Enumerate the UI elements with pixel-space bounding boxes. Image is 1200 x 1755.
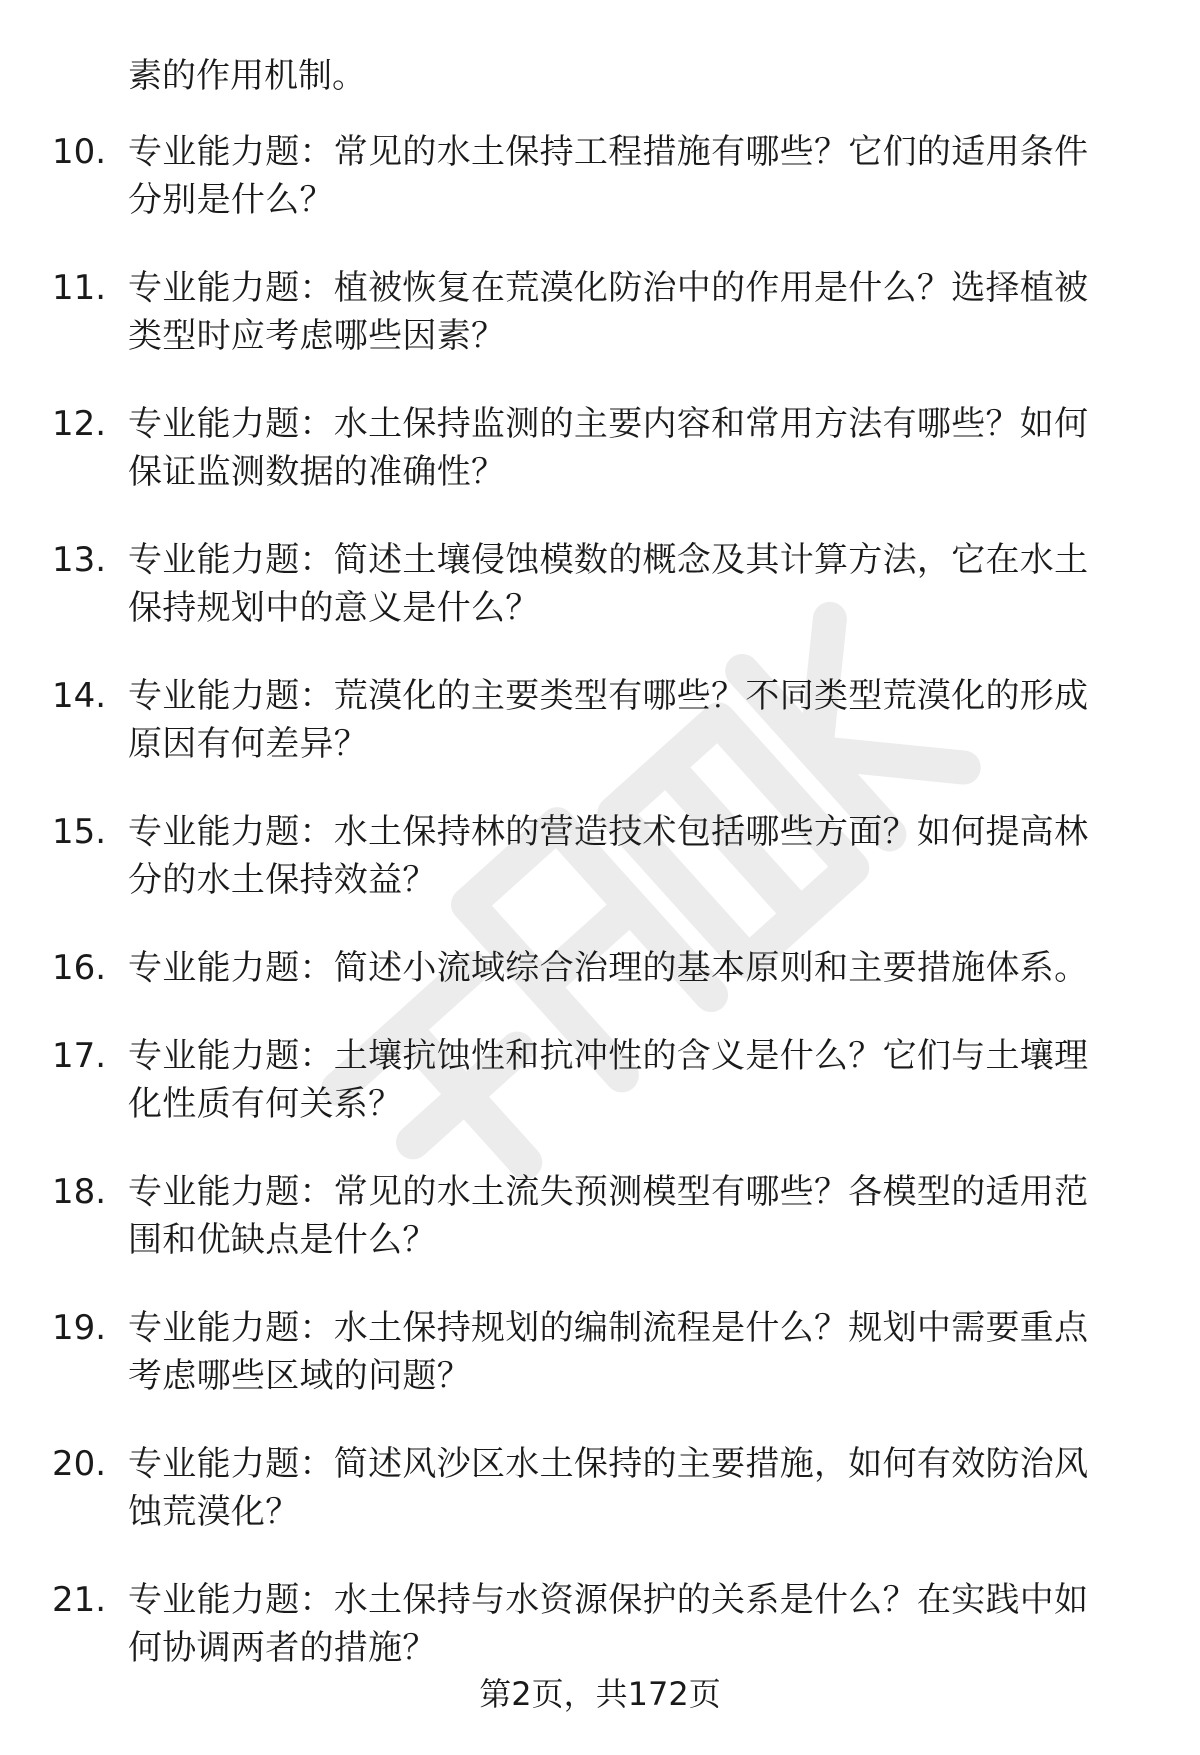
- question-number: 18.: [52, 1172, 107, 1212]
- question-text-line: 围和优缺点是什么？: [128, 1220, 437, 1260]
- question-number: 12.: [52, 404, 107, 444]
- question-text: [128, 1032, 1138, 1128]
- question-number: 21.: [52, 1580, 107, 1620]
- question-text-line: 考虑哪些区域的问题？: [128, 1356, 471, 1396]
- question-text: [128, 1576, 1138, 1672]
- question-text-line: 专业能力题：荒漠化的主要类型有哪些？不同类型荒漠化的形成: [128, 676, 1089, 716]
- question-text-line: 专业能力题：水土保持规划的编制流程是什么？规划中需要重点: [128, 1308, 1089, 1348]
- question-text-line: 保证监测数据的准确性？: [128, 452, 506, 492]
- question-text: [128, 264, 1138, 360]
- question-text-line: 分的水土保持效益？: [128, 860, 437, 900]
- question-text-line: 何协调两者的措施？: [128, 1628, 437, 1668]
- question-text: [128, 1304, 1138, 1400]
- question-text-line: 专业能力题：水土保持与水资源保护的关系是什么？在实践中如: [128, 1580, 1089, 1620]
- question-text-line: 分别是什么？: [128, 180, 334, 220]
- question-text: [128, 128, 1138, 224]
- question-text-line: 原因有何差异？: [128, 724, 369, 764]
- question-text-line: 专业能力题：简述土壤侵蚀模数的概念及其计算方法，它在水土: [128, 540, 1089, 580]
- question-text-line: 专业能力题：植被恢复在荒漠化防治中的作用是什么？选择植被: [128, 268, 1089, 308]
- question-text-line: 专业能力题：常见的水土保持工程措施有哪些？它们的适用条件: [128, 132, 1089, 172]
- question-text-line: 保持规划中的意义是什么？: [128, 588, 540, 628]
- continuation-text: 素的作用机制。: [128, 56, 366, 96]
- question-text-line: 专业能力题：简述风沙区水土保持的主要措施，如何有效防治风: [128, 1444, 1089, 1484]
- question-number: 11.: [52, 268, 107, 308]
- question-number: 14.: [52, 676, 107, 716]
- question-text-line: 类型时应考虑哪些因素？: [128, 316, 506, 356]
- question-text: [128, 672, 1138, 768]
- question-text-line: 专业能力题：水土保持林的营造技术包括哪些方面？如何提高林: [128, 812, 1089, 852]
- question-text-line: 专业能力题：水土保持监测的主要内容和常用方法有哪些？如何: [128, 404, 1089, 444]
- question-number: 16.: [52, 948, 107, 988]
- question-number: 13.: [52, 540, 107, 580]
- question-number: 17.: [52, 1036, 107, 1076]
- page-footer: 第2页，共172页: [479, 1675, 721, 1713]
- question-text-line: 蚀荒漠化？: [128, 1492, 300, 1532]
- question-text: [128, 536, 1138, 632]
- question-text: [128, 1168, 1138, 1264]
- question-text-line: 专业能力题：简述小流域综合治理的基本原则和主要措施体系。: [128, 948, 1089, 988]
- question-text-line: 专业能力题：常见的水土流失预测模型有哪些？各模型的适用范: [128, 1172, 1089, 1212]
- question-number: 10.: [52, 132, 107, 172]
- question-text: [128, 944, 1138, 992]
- question-text: [128, 1440, 1138, 1536]
- question-text-line: 专业能力题：土壤抗蚀性和抗冲性的含义是什么？它们与土壤理: [128, 1036, 1089, 1076]
- question-text: [128, 400, 1138, 496]
- question-text: [128, 808, 1138, 904]
- question-number: 19.: [52, 1308, 107, 1348]
- question-number: 15.: [52, 812, 107, 852]
- question-number: 20.: [52, 1444, 107, 1484]
- question-text-line: 化性质有何关系？: [128, 1084, 403, 1124]
